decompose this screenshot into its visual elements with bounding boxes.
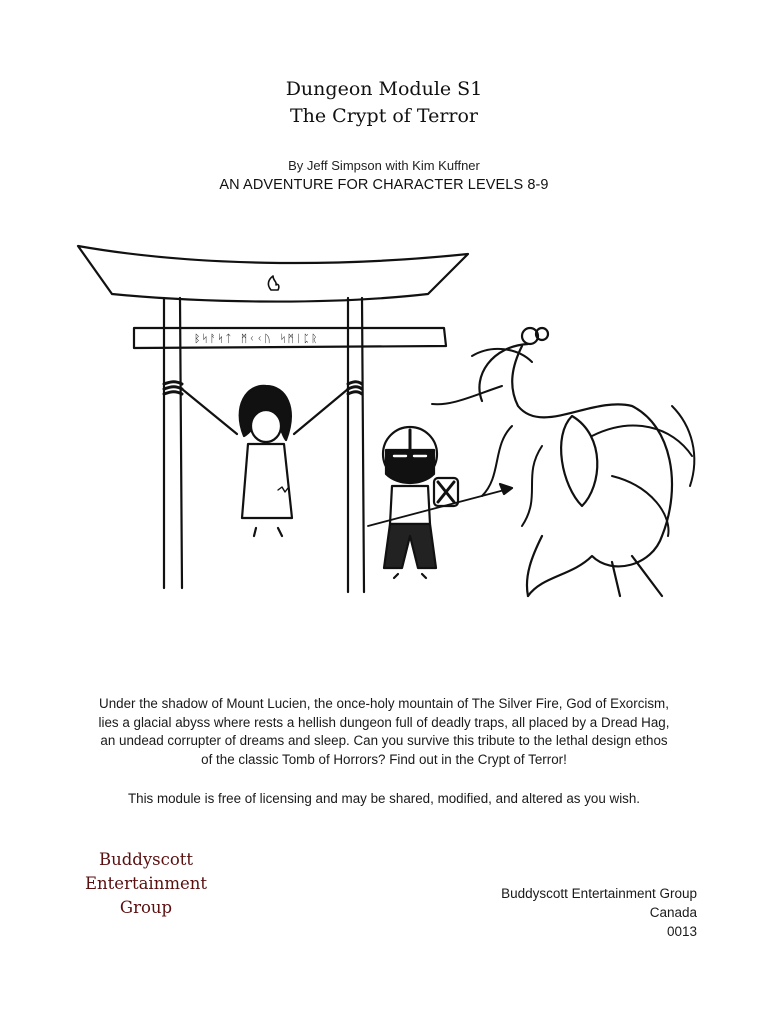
description-line: of the classic Tomb of Horrors? Find out in the Crypt of Terror! (201, 751, 567, 767)
helmeted-warrior (368, 427, 512, 578)
gate-inscription: ᛒᛋᚨᛋᛏ ᛗᚲᚲᚢ ᛋᛗᛁᛈᚱ (194, 333, 319, 345)
cover-illustration (72, 236, 712, 601)
logo-line: Buddyscott (98, 850, 194, 869)
publisher-name: Buddyscott Entertainment Group (501, 886, 697, 901)
publisher-info (501, 884, 697, 941)
chained-prisoner (182, 386, 348, 536)
title-block (0, 76, 768, 130)
module-title: Dungeon Module S1 (285, 78, 483, 100)
module-description (60, 695, 708, 769)
license-note: This module is free of licensing and may be shared, modified, and altered as you wish. (127, 791, 641, 806)
logo-line: Entertainment (85, 874, 207, 893)
description-line: Under the shadow of Mount Lucien, the once-holy mountain of The Silver Fire, God of Exorcism, (99, 696, 669, 711)
tentacled-monster (432, 328, 694, 596)
flame-icon (268, 276, 278, 290)
publisher-code: 0013 (666, 924, 697, 939)
publisher-country: Canada (649, 905, 697, 920)
character-levels: AN ADVENTURE FOR CHARACTER LEVELS 8-9 (219, 177, 549, 193)
author-byline: By Jeff Simpson with Kim Kuffner (288, 158, 480, 173)
credits-block (0, 157, 768, 195)
publisher-logo (76, 848, 216, 920)
description-line: an undead corrupter of dreams and sleep. Can you survive this tribute to the lethal design ethos (100, 733, 668, 749)
description-line: lies a glacial abyss where rests a hellish dungeon full of deadly traps, all placed by a Dread Hag, (98, 714, 670, 730)
module-subtitle: The Crypt of Terror (289, 105, 479, 127)
logo-line: Group (119, 898, 173, 917)
